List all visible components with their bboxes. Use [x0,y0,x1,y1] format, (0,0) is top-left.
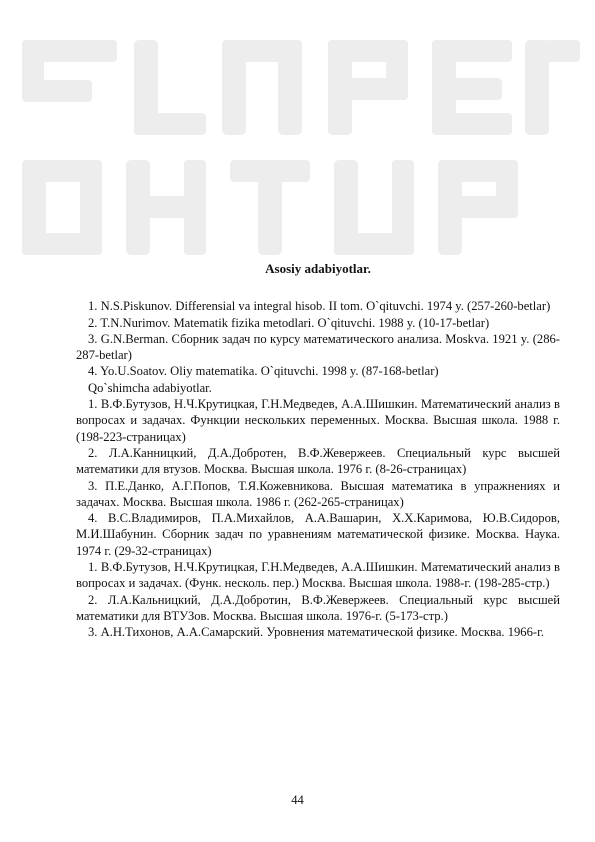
main-reference-2: 2. T.N.Nurimov. Matematik fizika metodlari. O`qituvchi. 1988 y. (10-17-betlar) [88,315,490,330]
section-heading: Asosiy adabiyotlar. [265,261,371,276]
main-reference-4: 4. Yo.U.Soatov. Oliy matematika. O`qituvchi. 1998 y. (87-168-betlar) [88,364,439,379]
additional-reference-4: 4. В.С.Владимиров, П.А.Михайлов, А.А.Вашарин, Х.Х.Каримова, Ю.В.Сидоров, М.И.Шабунин. Сборник задач по уравнениям математической физике. Москва. Наука. 1974 г. (29-32-страницах) [76,511,560,558]
additional-reference-3: 3. П.Е.Данко, А.Г.Попов, Т.Я.Кожевникова. Высшая математика в упражнениях и задачах. Москва. Высшая школа. 1986 г. (262-265-страницах) [76,478,560,509]
main-reference-1: 1. N.S.Piskunov. Differensial va integral hisob. II tom. O`qituvchi. 1974 y. (257-260-betlar) [88,299,551,314]
additional-reference-2: 2. Л.А.Канницкий, Д.А.Добротен, В.Ф.Жевержеев. Специальный курс высшей математики для втузов. Москва. Высшая школа. 1976 г. (8-26-страницах) [76,445,560,477]
additional-reference-6: 2. Л.А.Кальницкий, Д.А.Добротин, В.Ф.Жевержеев. Специальный курс высшей математики для ВТУЗов. Москва. Высшая школа. 1976-г. (5-173-стр.) [76,592,560,623]
main-reference-3: 3. G.N.Berman. Сборник задач по курсу математического анализа. Moskva. 1921 y. (286-287-betlar) [76,331,560,363]
bibliography [76,261,560,641]
additional-reference-1: 1. В.Ф.Бутузов, Н.Ч.Крутицкая, Г.Н.Медведев, А.А.Шишкин. Математический анализ в вопросах и задачах. Функции нескольких переменных. Москва. Высшая школа. 1988 г. (198-223-страницах) [76,397,560,444]
additional-reference-5: 1. В.Ф.Бутузов, Н.Ч.Крутицкая, Г.Н.Медведев, А.А.Шишкин. Математический анализ в вопросах и задачах. (Функ. несколь. пер.) Москва. Высшая школа. 1988-г. (198-285-стр.) [76,560,560,591]
additional-reference-7: 3. А.Н.Тихонов, А.А.Самарский. Уровнения математической физике. Москва. 1966-г. [88,625,544,640]
page-number: 44 [291,793,304,807]
additional-literature-heading: Qo`shimcha adabiyotlar. [88,380,212,395]
